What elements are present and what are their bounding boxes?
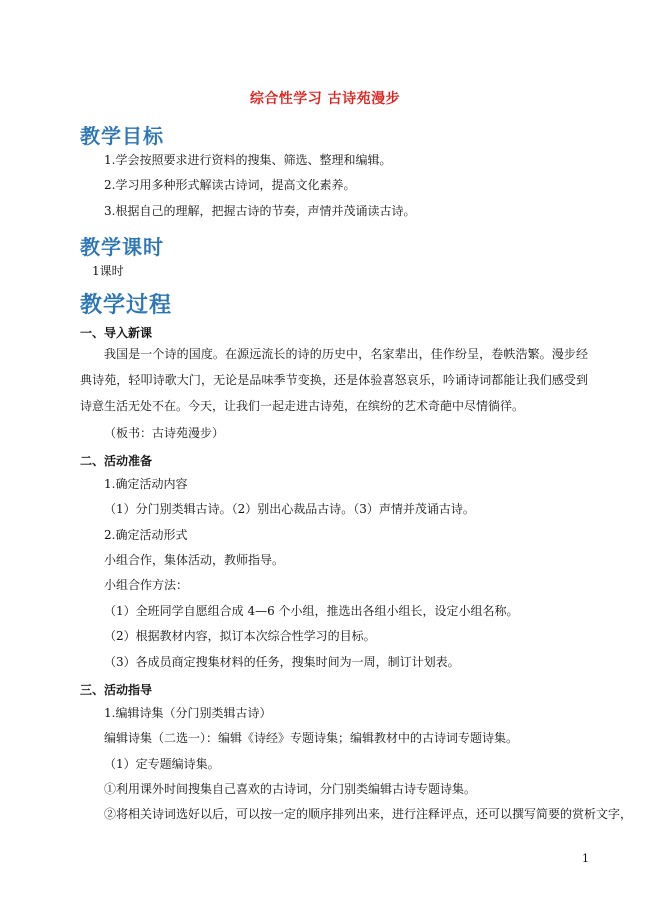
- part2-heading: 二、活动准备: [80, 454, 153, 468]
- part1-heading: 一、导入新课: [80, 326, 153, 340]
- board-note: （板书：古诗苑漫步）: [104, 426, 225, 440]
- part2-line-8: （3）各成员商定搜集材料的任务，搜集时间为一周，制订计划表。: [104, 655, 460, 669]
- objective-item-2: 2.学习用多种形式解读古诗词，提高文化素养。: [104, 178, 356, 192]
- document-title: 综合性学习 古诗苑漫步: [249, 91, 401, 107]
- part3-line-1: 1.编辑诗集（分门别类辑古诗）: [104, 706, 272, 720]
- hours-heading: 教学课时: [80, 235, 164, 259]
- part2-line-7: （2）根据教材内容，拟订本次综合性学习的目标。: [104, 629, 376, 643]
- part3-line-3: （1）定专题编诗集。: [104, 757, 220, 771]
- part2-line-1: 1.确定活动内容: [104, 477, 188, 491]
- part3-heading: 三、活动指导: [80, 683, 153, 697]
- part3-line-2: 编辑诗集（二选一）：编辑《诗经》专题诗集；编辑教材中的古诗词专题诗集。: [104, 731, 519, 745]
- hours-text: 1课时: [92, 264, 124, 278]
- objective-item-3: 3.根据自己的理解，把握古诗的节奏，声情并茂诵读古诗。: [104, 204, 416, 218]
- part2-line-5: 小组合作方法：: [104, 578, 189, 592]
- part2-line-3: 2.确定活动形式: [104, 528, 188, 542]
- objective-item-1: 1.学会按照要求进行资料的搜集、筛选、整理和编辑。: [104, 153, 392, 167]
- part2-line-6: （1）全班同学自愿组合成 4—6 个小组，推选出各组小组长，设定小组名称。: [104, 604, 519, 618]
- objectives-heading: 教学目标: [80, 124, 164, 148]
- part3-line-4: ①利用课外时间搜集自己喜欢的古诗词，分门别类编辑古诗专题诗集。: [104, 782, 477, 796]
- process-heading: 教学过程: [80, 293, 173, 318]
- part3-line-5: ②将相关诗词选好以后，可以按一定的顺序排列出来，进行注释评点，还可以撰写简要的赏析文字，: [104, 807, 633, 821]
- part2-line-2: （1）分门别类辑古诗。（2）别出心裁品古诗。（3）声情并茂诵古诗。: [104, 502, 475, 516]
- intro-paragraph: 我国是一个诗的国度。在源远流长的诗的历史中，名家辈出，佳作纷呈，卷帙浩繁。漫步经典诗苑，轻叩诗歌大门，无论是品味季节变换，还是体验喜怒哀乐，吟诵诗词都能让我们感受到诗意生活无处不在。今天，让我们一起走进古诗苑，在缤纷的艺术奇葩中尽情徜徉。: [80, 347, 588, 413]
- part2-line-4: 小组合作，集体活动，教师指导。: [104, 553, 285, 567]
- page-number: 1: [582, 852, 589, 865]
